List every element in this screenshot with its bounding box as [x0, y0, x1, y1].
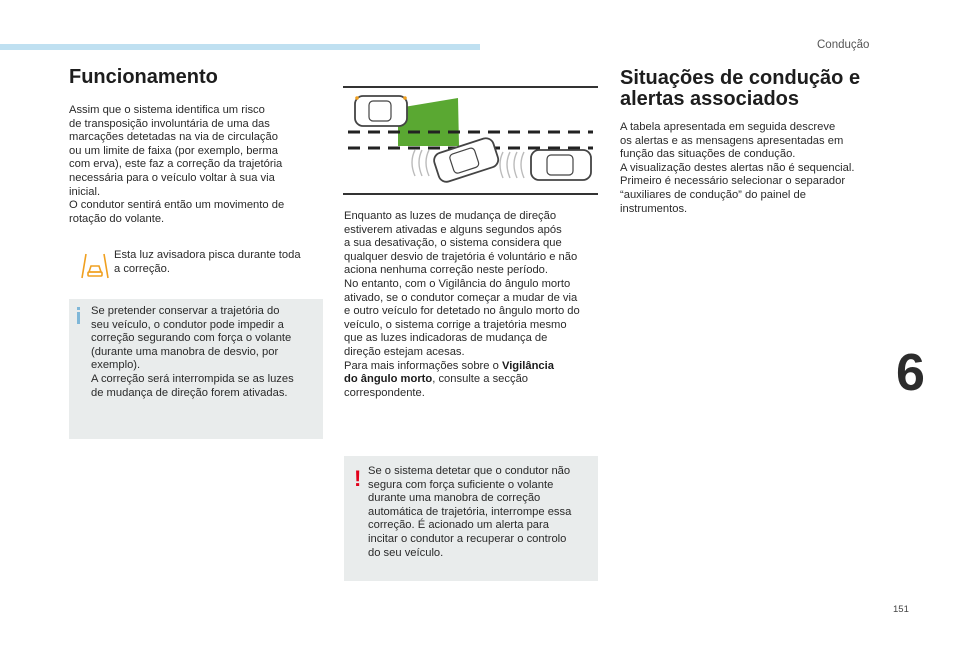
- vehicle-behind: [531, 150, 591, 180]
- intro-paragraph: Assim que o sistema identifica um risco de transposição involuntária de uma das marcações detetadas na via de circulação ou um limite de faixa (por exemplo, berma com erva), este faz a correção da trajetória necessária para o veículo voltar à sua via inicial. O condutor sentirá então um movimento de rotação do volante.: [69, 104, 285, 225]
- info-box: Se pretender conservar a trajetória do seu veículo, o condutor pode impedir a correção segurando com força o volante (durante uma manobra de desvio, por exemplo). A correção será interrompida se as luzes de mudança de direção forem ativadas.: [69, 299, 323, 439]
- cross-reference: Para mais informações sobre o Vigilância: [344, 359, 554, 372]
- info-icon: [77, 307, 80, 310]
- chapter-number: 6: [896, 344, 925, 402]
- vehicle-upper-lane: [355, 96, 407, 126]
- exclamation-icon: !: [354, 466, 362, 491]
- heading-situacoes: Situações de condução e alertas associados: [620, 67, 861, 110]
- section-name: Condução: [817, 39, 870, 51]
- blind-spot-illustration: [343, 86, 598, 195]
- heading-funcionamento: Funcionamento: [69, 66, 218, 88]
- warning-light-note: Esta luz avisadora pisca durante toda a correção.: [69, 246, 323, 286]
- header-accent-bar: [0, 44, 480, 50]
- page-number: 151: [893, 604, 909, 615]
- alert-box: ! Se o sistema detetar que o condutor não segura com força suficiente o volante durante uma manobra de correção automática de trajetória, interrompe essa correção. É acionado um alerta para incitar o condutor a recuperar o controlo do seu veículo.: [344, 456, 598, 581]
- situations-paragraph: A tabela apresentada em seguida descreve os alertas e as mensagens apresentadas em função das situações de condução. A visualização destes alertas não é sequencial. Primeiro é necessário selecionar o separador “auxiliares de condução” do painel de instrumentos.: [620, 121, 855, 215]
- middle-paragraph: Enquanto as luzes de mudança de direção estiverem ativadas e alguns segundos após a sua desativação, o sistema considera que qualquer desvio de trajetória é voluntário e não aciona nenhuma correção neste período. No entanto, com o Vigilância do ângulo morto ativado, se o condutor começar a mudar de via e outro veículo for detetado no ângulo morto do veículo, o sistema corrige a trajetória mesmo que as luzes indicadoras de mudança de direção estejam acesas. Para mais informações sobre o Vigilância do ângulo morto, consulte a secção correspondente.: [344, 210, 600, 400]
- lane-keep-warning-icon: [79, 250, 111, 282]
